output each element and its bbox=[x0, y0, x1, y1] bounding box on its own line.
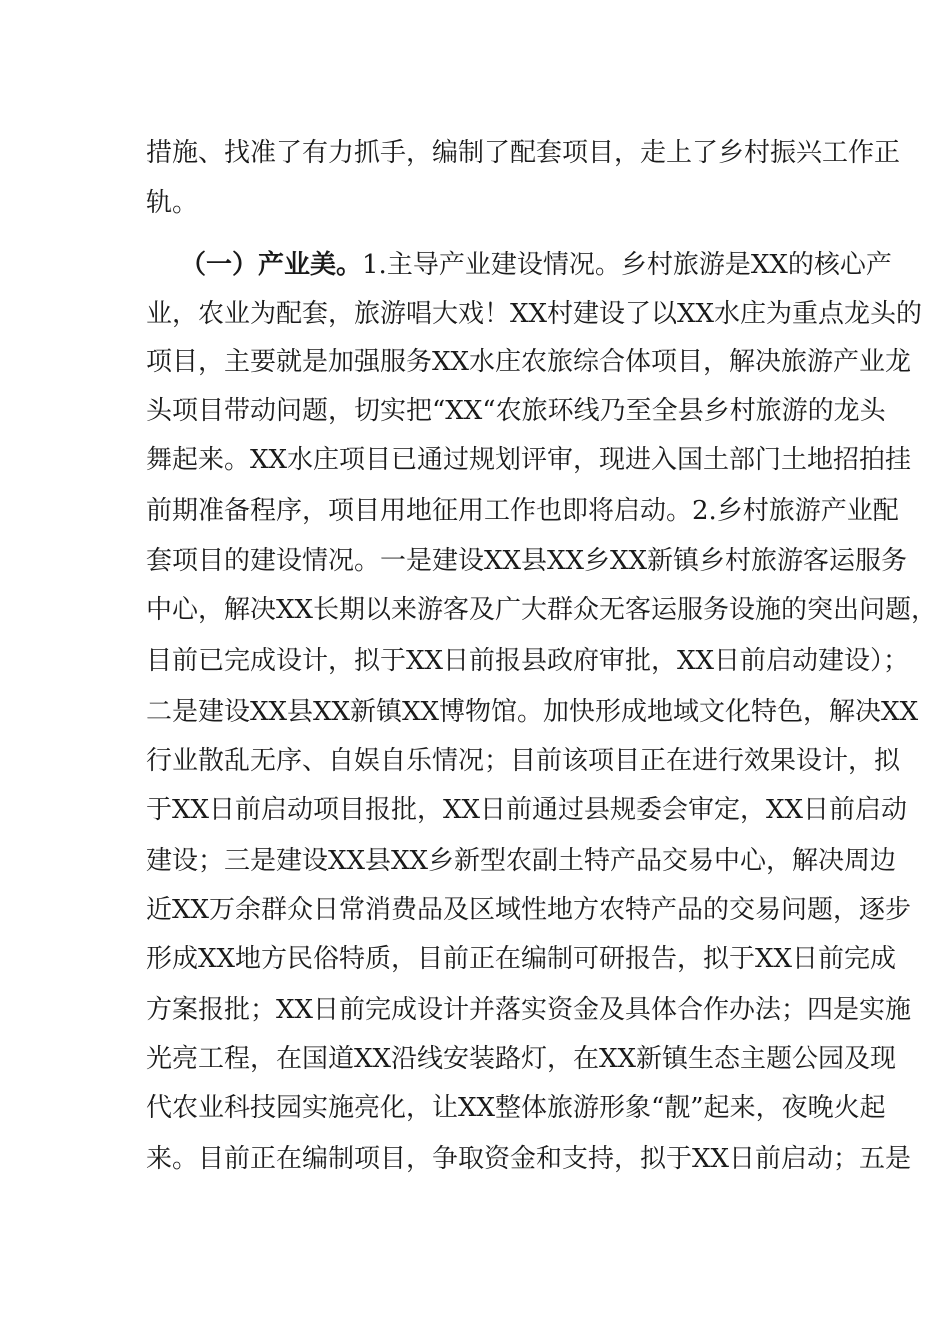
text-line-8: 前期准备程序，项目用地征用工作也即将启动。2.乡村旅游产业配 bbox=[146, 496, 899, 526]
section-heading-line bbox=[180, 245, 892, 285]
text-line-17: 形成XX地方民俗特质，目前正在编制可研报告，拟于XX日前完成 bbox=[146, 944, 897, 974]
text-line-14: 于XX日前启动项目报批，XX日前通过县规委会审定，XX日前启动 bbox=[146, 795, 908, 825]
text-line-12: 二是建设XX县XX新镇XX博物馆。加快形成地域文化特色，解决XX bbox=[146, 697, 919, 727]
text-line-18: 方案报批；XX日前完成设计并落实资金及具体合作办法；四是实施 bbox=[146, 995, 912, 1025]
text-line-13: 行业散乱无序、自娱自乐情况；目前该项目正在进行效果设计，拟 bbox=[146, 746, 901, 776]
text-line-9: 套项目的建设情况。一是建设XX县XX乡XX新镇乡村旅游客运服务 bbox=[146, 546, 908, 576]
text-line-4: 业，农业为配套，旅游唱大戏！XX村建设了以XX水庄为重点龙头的 bbox=[146, 299, 923, 329]
section-heading-continuation: 1.主导产业建设情况。乡村旅游是XX的核心产 bbox=[362, 250, 892, 280]
text-line-16: 近XX万余群众日常消费品及区域性地方农特产品的交易问题，逐步 bbox=[146, 895, 912, 925]
text-line-7: 舞起来。XX水庄项目已通过规划评审，现进入国土部门土地招拍挂 bbox=[146, 445, 912, 475]
text-line-11: 目前已完成设计，拟于XX日前报县政府审批，XX日前启动建设）； bbox=[146, 646, 910, 676]
section-heading: （一）产业美。 bbox=[180, 250, 363, 280]
text-line-20: 代农业科技园实施亮化，让XX整体旅游形象“靓”起来，夜晚火起 bbox=[146, 1093, 886, 1123]
text-line-2: 轨。 bbox=[146, 188, 199, 218]
text-line-10: 中心，解决XX长期以来游客及广大群众无客运服务设施的突出问题， bbox=[146, 595, 938, 625]
text-line-15: 建设；三是建设XX县XX乡新型农副土特产品交易中心，解决周边 bbox=[146, 846, 897, 876]
text-line-19: 光亮工程，在国道XX沿线安装路灯，在XX新镇生态主题公园及现 bbox=[146, 1044, 897, 1074]
text-line-21: 来。目前正在编制项目，争取资金和支持，拟于XX日前启动；五是 bbox=[146, 1144, 912, 1174]
text-line-1: 措施、找准了有力抓手，编制了配套项目，走上了乡村振兴工作正 bbox=[146, 138, 901, 168]
text-line-5: 项目，主要就是加强服务XX水庄农旅综合体项目，解决旅游产业龙 bbox=[146, 347, 912, 377]
text-line-6: 头项目带动问题，切实把“XX“农旅环线乃至全县乡村旅游的龙头 bbox=[146, 396, 886, 426]
